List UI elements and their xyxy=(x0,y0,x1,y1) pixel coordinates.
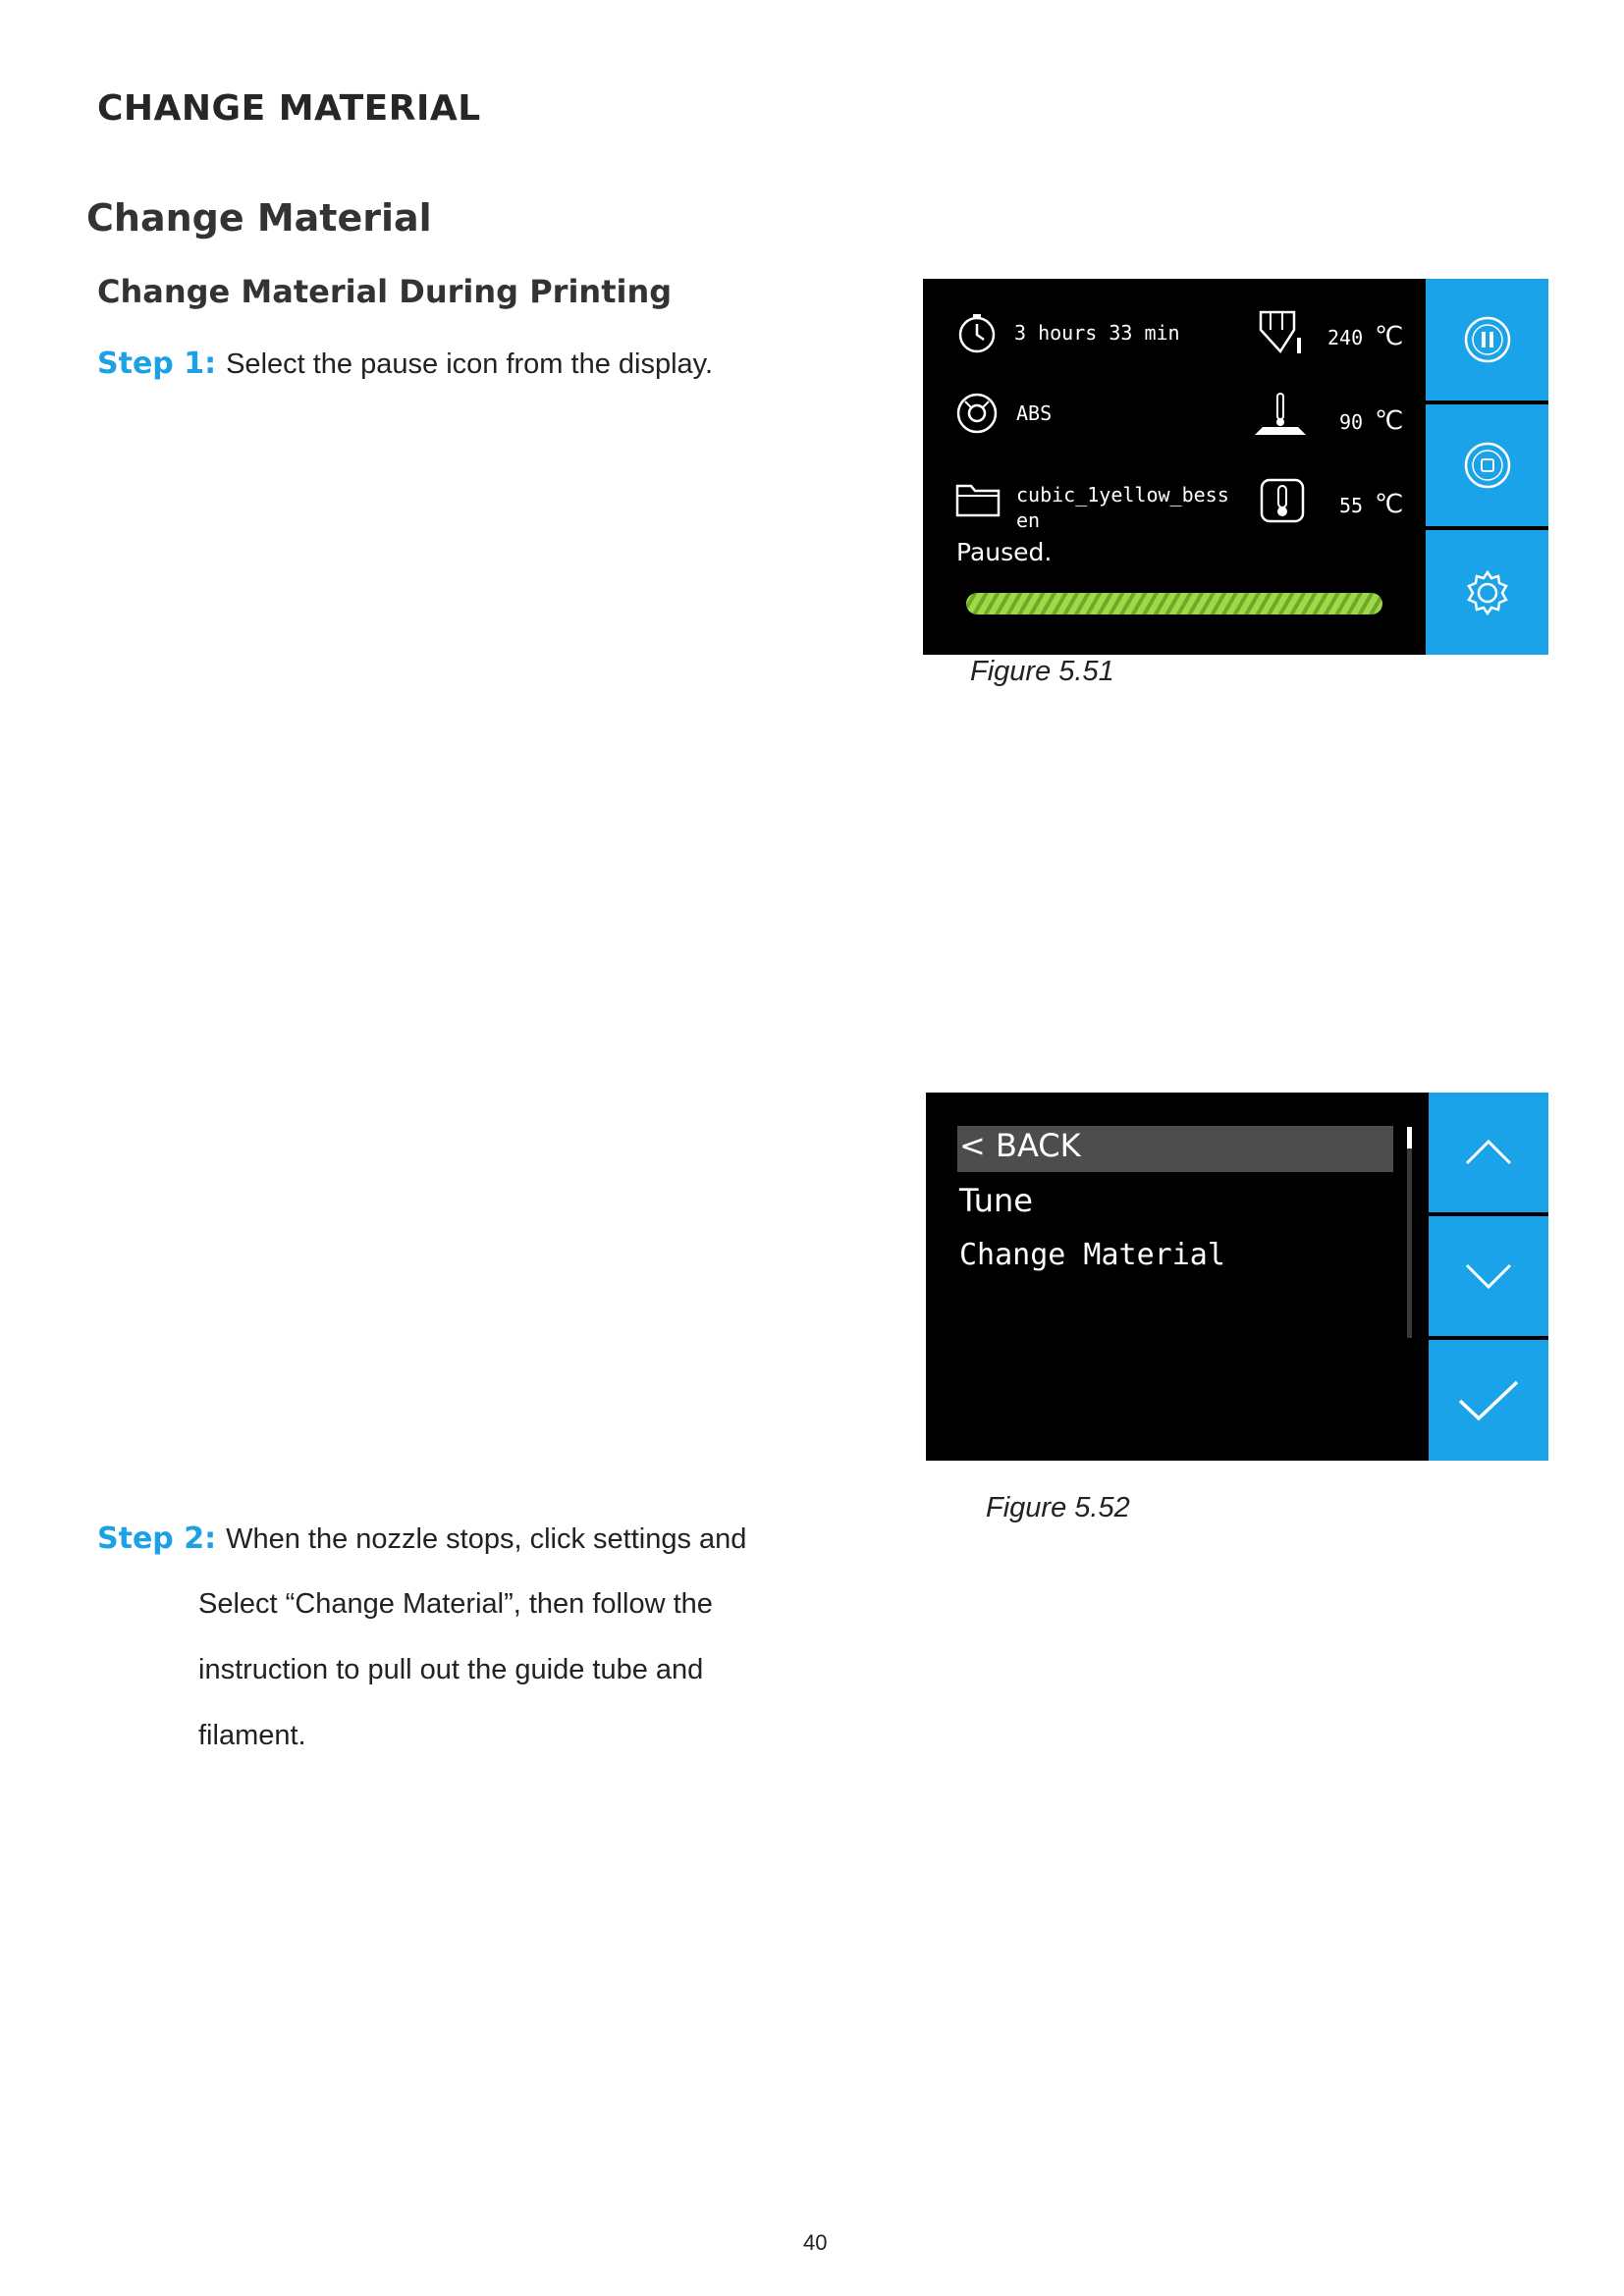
page-number: 40 xyxy=(803,2230,828,2255)
bed-temp-value: 90 xyxy=(1339,410,1364,434)
print-status: Paused. xyxy=(956,538,1053,566)
timer-icon xyxy=(955,311,999,354)
printer-status-screen xyxy=(923,279,1548,655)
heated-bed-icon xyxy=(1253,392,1308,437)
chamber-temp-value: 55 xyxy=(1339,494,1364,517)
nozzle-icon xyxy=(1257,308,1306,357)
chamber-temp-unit: ℃ xyxy=(1375,490,1404,519)
menu-scrollbar[interactable] xyxy=(1407,1127,1412,1338)
step-2-line-3: instruction to pull out the guide tube and xyxy=(198,1654,704,1685)
pause-icon xyxy=(1463,315,1512,364)
nozzle-temp-unit: ℃ xyxy=(1375,322,1404,351)
print-progress-bar xyxy=(966,593,1382,614)
bed-temp xyxy=(1339,406,1403,436)
down-button[interactable] xyxy=(1429,1216,1548,1336)
page-subtitle: Change Material During Printing xyxy=(97,273,673,310)
step-2-label: Step 2: xyxy=(97,1522,217,1556)
up-arrow-icon xyxy=(1464,1138,1513,1167)
printer-menu-screen xyxy=(926,1093,1548,1461)
stop-button[interactable] xyxy=(1426,404,1548,526)
check-icon xyxy=(1457,1379,1520,1422)
chamber-temp xyxy=(1339,490,1403,519)
step-2-line-4: filament. xyxy=(198,1720,306,1751)
settings-button[interactable] xyxy=(1426,530,1548,655)
step-1 xyxy=(97,347,713,381)
nozzle-temp-value: 240 xyxy=(1327,326,1364,349)
folder-icon xyxy=(955,480,1001,517)
nozzle-temp xyxy=(1327,322,1403,351)
step-1-label: Step 1: xyxy=(97,347,217,381)
menu-item-back[interactable]: < BACK xyxy=(959,1127,1081,1164)
figure-5-52-caption: Figure 5.52 xyxy=(986,1492,1130,1523)
side-button-bar xyxy=(1426,279,1548,655)
file-name-line1: cubic_1yellow_bess xyxy=(1016,483,1229,507)
menu-side-bar xyxy=(1429,1093,1548,1461)
bed-temp-unit: ℃ xyxy=(1375,406,1404,436)
down-arrow-icon xyxy=(1464,1261,1513,1291)
pause-button[interactable] xyxy=(1426,279,1548,400)
menu-scrollbar-thumb[interactable] xyxy=(1407,1127,1412,1148)
page-title: Change Material xyxy=(86,196,432,240)
file-name-line2: en xyxy=(1016,508,1041,532)
up-button[interactable] xyxy=(1429,1093,1548,1212)
chamber-thermometer-icon xyxy=(1260,478,1305,523)
step-1-text: Select the pause icon from the display. xyxy=(226,348,714,380)
menu-item-tune[interactable]: Tune xyxy=(959,1182,1033,1219)
step-2-line-1: When the nozzle stops, click settings and xyxy=(226,1523,747,1555)
step-2-line-2: Select “Change Material”, then follow the xyxy=(198,1588,713,1620)
section-header: CHANGE MATERIAL xyxy=(97,88,481,129)
status-panel xyxy=(923,279,1426,655)
confirm-button[interactable] xyxy=(1429,1340,1548,1461)
menu-item-change-material[interactable]: Change Material xyxy=(959,1238,1225,1272)
material-name: ABS xyxy=(1016,401,1053,425)
print-time: 3 hours 33 min xyxy=(1014,321,1180,345)
stop-icon xyxy=(1463,441,1512,490)
step-2 xyxy=(97,1522,746,1556)
figure-5-51-caption: Figure 5.51 xyxy=(970,656,1114,687)
settings-icon xyxy=(1463,568,1512,617)
spool-icon xyxy=(955,392,999,435)
